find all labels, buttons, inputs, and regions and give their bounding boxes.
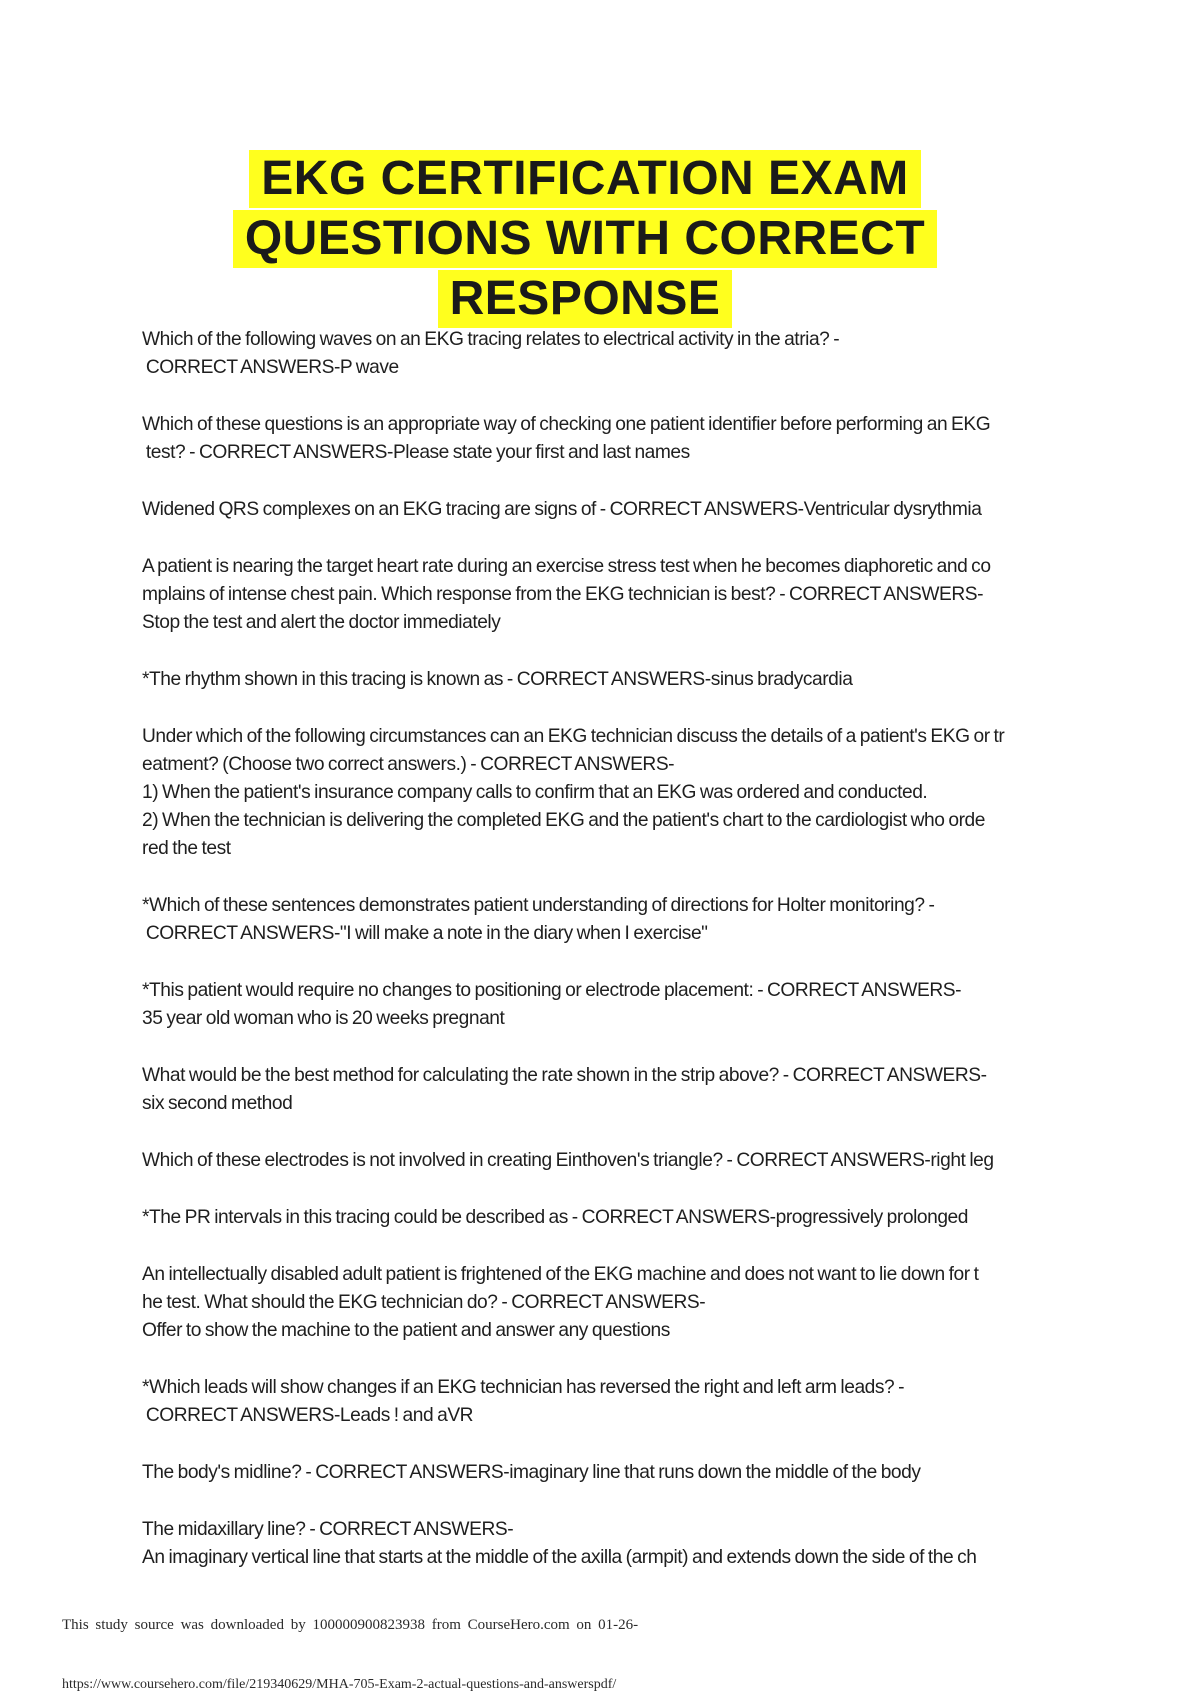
qa-line: test? - CORRECT ANSWERS-Please state your first and last names [142, 442, 690, 463]
qa-line: What would be the best method for calculating the rate shown in the strip above? - CORRECT ANSWERS- [142, 1065, 987, 1086]
qa-line: *Which of these sentences demonstrates patient understanding of directions for Holter monitoring? - [142, 895, 935, 916]
qa-line: Offer to show the machine to the patient and answer any questions [142, 1320, 670, 1341]
qa-line: Under which of the following circumstances can an EKG technician discuss the details of a patient's EKG or tr [142, 726, 1005, 747]
qa-line: *The rhythm shown in this tracing is known as - CORRECT ANSWERS-sinus bradycardia [142, 669, 853, 690]
question-answer-list [142, 326, 1072, 1601]
qa-line: *The PR intervals in this tracing could be described as - CORRECT ANSWERS-progressively prolonged [142, 1207, 968, 1228]
qa-line: CORRECT ANSWERS-Leads ! and aVR [142, 1405, 474, 1426]
source-url[interactable]: https://www.coursehero.com/file/219340629/MHA-705-Exam-2-actual-questions-and-answerspdf/ [62, 1677, 617, 1692]
download-source-note: This study source was downloaded by 100000900823938 from CourseHero.com on 01-26- [62, 1617, 639, 1633]
qa-line: red the test [142, 838, 231, 859]
title-line: QUESTIONS WITH CORRECT [233, 210, 937, 268]
question-answer-item [142, 553, 1072, 637]
qa-line: The body's midline? - CORRECT ANSWERS-imaginary line that runs down the middle of the body [142, 1462, 921, 1483]
question-answer-item [142, 1459, 1072, 1487]
document-title [0, 150, 1170, 330]
qa-line: eatment? (Choose two correct answers.) - CORRECT ANSWERS- [142, 754, 675, 775]
question-answer-item [142, 326, 1072, 382]
qa-line: 2) When the technician is delivering the completed EKG and the patient's chart to the cardiologist who orde [142, 810, 985, 831]
qa-line: An imaginary vertical line that starts at the middle of the axilla (armpit) and extends down the side of the ch [142, 1547, 977, 1568]
title-line: EKG CERTIFICATION EXAM [249, 150, 920, 208]
qa-line: Which of these questions is an appropriate way of checking one patient identifier before performing an EKG [142, 414, 991, 435]
question-answer-item [142, 1204, 1072, 1232]
question-answer-item [142, 666, 1072, 694]
qa-line: *Which leads will show changes if an EKG technician has reversed the right and left arm leads? - [142, 1377, 905, 1398]
qa-line: Which of the following waves on an EKG tracing relates to electrical activity in the atria? - [142, 329, 840, 350]
question-answer-item [142, 1147, 1072, 1175]
qa-line: six second method [142, 1093, 293, 1114]
question-answer-item [142, 723, 1072, 863]
question-answer-item [142, 411, 1072, 467]
question-answer-item [142, 1374, 1072, 1430]
question-answer-item [142, 892, 1072, 948]
qa-line: mplains of intense chest pain. Which response from the EKG technician is best? - CORRECT ANSWERS- [142, 584, 984, 605]
qa-line: Stop the test and alert the doctor immediately [142, 612, 501, 633]
title-line: RESPONSE [438, 270, 733, 328]
question-answer-item [142, 1516, 1072, 1572]
question-answer-item [142, 1261, 1072, 1345]
question-answer-item [142, 496, 1072, 524]
qa-line: Which of these electrodes is not involved in creating Einthoven's triangle? - CORRECT ANSWERS-right leg [142, 1150, 994, 1171]
question-answer-item [142, 977, 1072, 1033]
qa-line: The midaxillary line? - CORRECT ANSWERS- [142, 1519, 514, 1540]
qa-line: *This patient would require no changes to positioning or electrode placement: - CORRECT ANSWERS- [142, 980, 962, 1001]
qa-line: CORRECT ANSWERS-P wave [142, 357, 399, 378]
question-answer-item [142, 1062, 1072, 1118]
qa-line: Widened QRS complexes on an EKG tracing are signs of - CORRECT ANSWERS-Ventricular dysrythmia [142, 499, 982, 520]
qa-line: CORRECT ANSWERS-"I will make a note in the diary when I exercise" [142, 923, 708, 944]
qa-line: 35 year old woman who is 20 weeks pregnant [142, 1008, 505, 1029]
qa-line: he test. What should the EKG technician do? - CORRECT ANSWERS- [142, 1292, 706, 1313]
qa-line: 1) When the patient's insurance company calls to confirm that an EKG was ordered and conducted. [142, 782, 928, 803]
qa-line: A patient is nearing the target heart rate during an exercise stress test when he becomes diaphoretic and co [142, 556, 991, 577]
qa-line: An intellectually disabled adult patient is frightened of the EKG machine and does not want to lie down for t [142, 1264, 979, 1285]
